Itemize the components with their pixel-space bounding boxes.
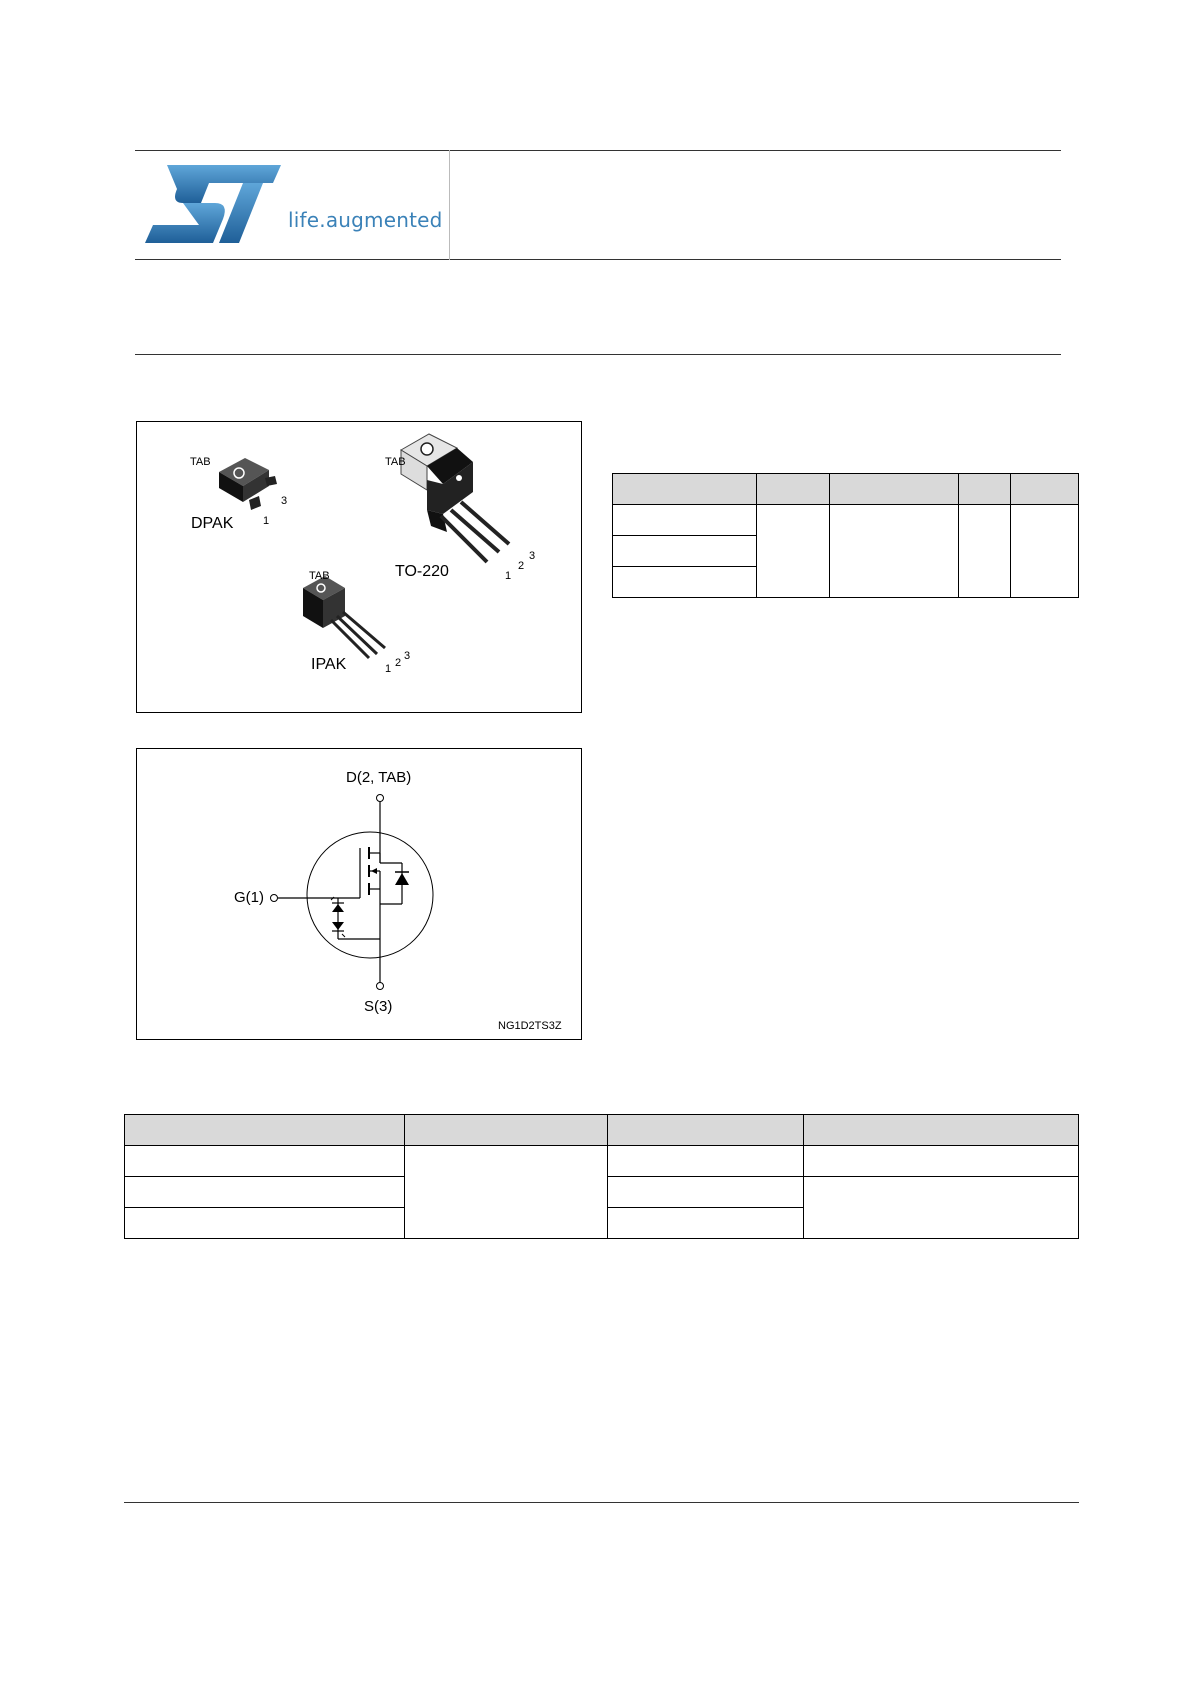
to220-pin2: 2 bbox=[518, 560, 525, 572]
table-cell bbox=[830, 505, 958, 598]
table-cell bbox=[125, 1146, 405, 1177]
ipak-tab-label: TAB bbox=[309, 570, 330, 582]
package-figure bbox=[136, 421, 582, 713]
title-bottom-rule bbox=[135, 354, 1061, 355]
header-top-rule bbox=[135, 150, 1061, 151]
header-cell bbox=[125, 1115, 405, 1146]
table-cell bbox=[125, 1208, 405, 1239]
dpak-tab-label: TAB bbox=[190, 456, 211, 468]
dpak-label: DPAK bbox=[191, 515, 234, 532]
to220-label: TO-220 bbox=[395, 563, 449, 580]
source-label: S(3) bbox=[364, 998, 393, 1015]
table-cell bbox=[613, 567, 757, 598]
header-cell bbox=[1011, 474, 1079, 505]
header-cell bbox=[608, 1115, 804, 1146]
figure-code: NG1D2TS3Z bbox=[498, 1020, 562, 1032]
table-row bbox=[613, 505, 1079, 536]
ipak-package-icon bbox=[303, 576, 385, 658]
dpak-package-icon bbox=[219, 458, 277, 510]
table-cell bbox=[404, 1146, 608, 1239]
table-cell bbox=[958, 505, 1011, 598]
header-cell bbox=[958, 474, 1011, 505]
ipak-pin1: 1 bbox=[385, 663, 392, 675]
product-table bbox=[612, 473, 1079, 598]
table-cell bbox=[125, 1177, 405, 1208]
table-cell bbox=[613, 536, 757, 567]
drain-label: D(2, TAB) bbox=[346, 769, 412, 786]
table-cell bbox=[804, 1146, 1079, 1177]
header-cell bbox=[830, 474, 958, 505]
to220-pin1: 1 bbox=[505, 570, 512, 582]
to220-package-icon bbox=[401, 434, 509, 562]
ipak-pin3: 3 bbox=[404, 650, 411, 662]
gate-label: G(1) bbox=[234, 889, 264, 906]
table-cell bbox=[804, 1177, 1079, 1239]
dpak-pin3: 3 bbox=[281, 495, 288, 507]
dpak-pin1: 1 bbox=[263, 515, 270, 527]
table-cell bbox=[613, 505, 757, 536]
to220-tab-label: TAB bbox=[385, 456, 406, 468]
logo-tagline: life.augmented bbox=[288, 208, 443, 232]
table-row bbox=[125, 1146, 1079, 1177]
table-cell bbox=[757, 505, 830, 598]
footer-rule bbox=[124, 1502, 1079, 1503]
table-header-row bbox=[613, 474, 1079, 505]
table-cell bbox=[608, 1208, 804, 1239]
header-cell bbox=[757, 474, 830, 505]
header-bottom-rule bbox=[135, 259, 1061, 260]
mosfet-symbol bbox=[137, 749, 580, 1038]
ordering-table bbox=[124, 1114, 1079, 1239]
table-header-row bbox=[125, 1115, 1079, 1146]
table-cell bbox=[608, 1177, 804, 1208]
table-cell bbox=[608, 1146, 804, 1177]
schematic-figure bbox=[136, 748, 582, 1040]
table-cell bbox=[1011, 505, 1079, 598]
header-cell bbox=[613, 474, 757, 505]
header-cell bbox=[804, 1115, 1079, 1146]
to220-pin3: 3 bbox=[529, 550, 536, 562]
ipak-pin2: 2 bbox=[395, 657, 402, 669]
ipak-label: IPAK bbox=[311, 656, 347, 673]
header-cell bbox=[404, 1115, 608, 1146]
